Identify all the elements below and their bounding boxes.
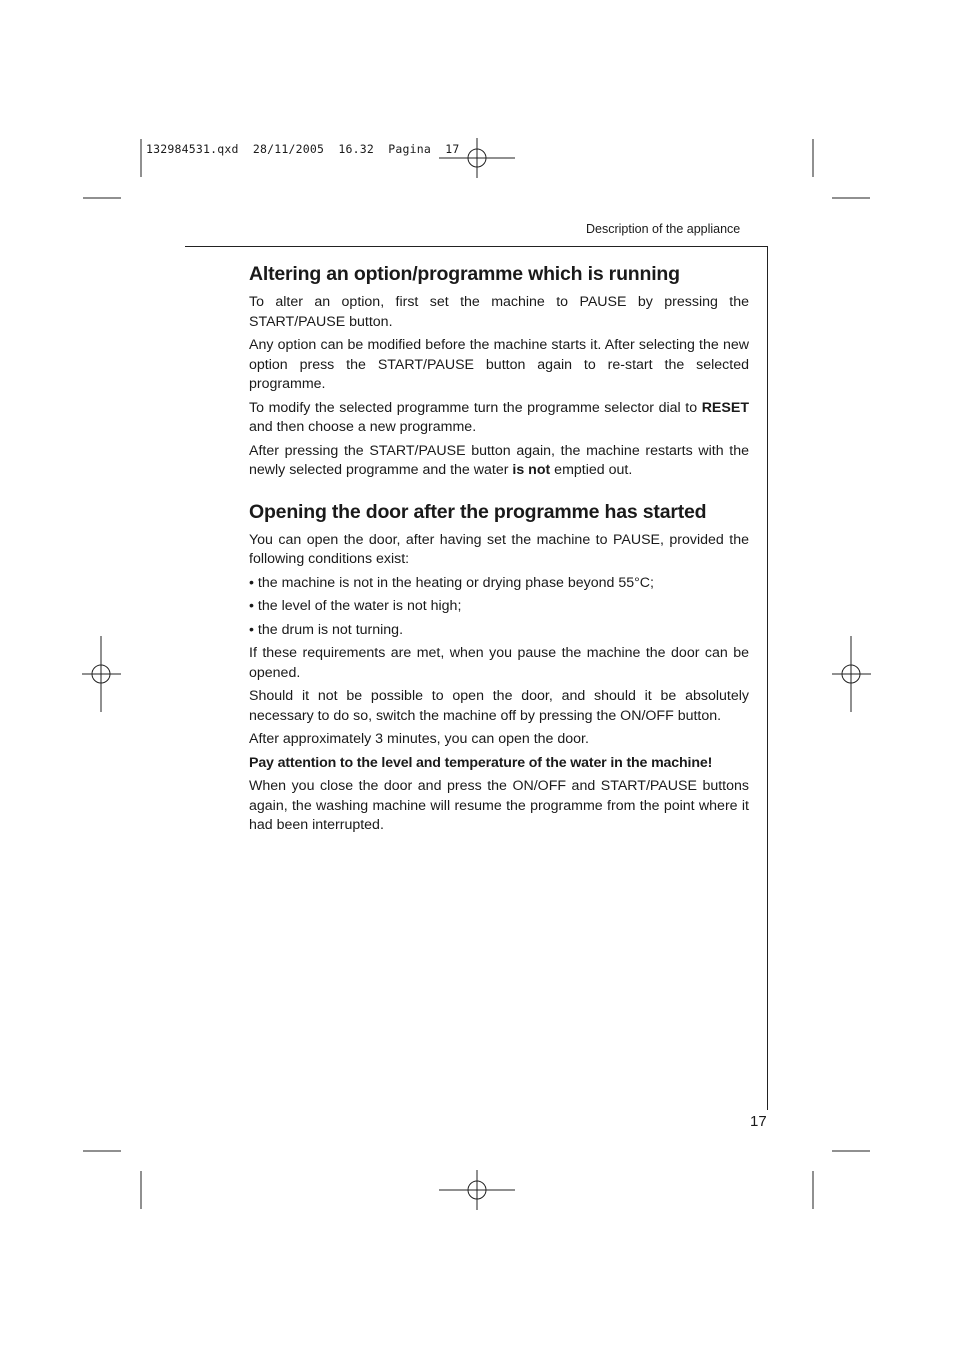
page-content bbox=[249, 261, 749, 840]
paragraph: To alter an option, first set the machine to PAUSE by pressing the START/PAUSE button. bbox=[249, 294, 749, 330]
paragraph bbox=[249, 442, 749, 481]
text-run: emptied out. bbox=[550, 462, 633, 478]
running-header: Description of the appliance bbox=[586, 222, 741, 236]
paragraph: If these requirements are met, when you pause the machine the door can be opened. bbox=[249, 645, 749, 681]
paragraph: After approximately 3 minutes, you can open the door. bbox=[249, 731, 589, 747]
page-number: 17 bbox=[750, 1113, 767, 1130]
registration-mark-top bbox=[439, 138, 515, 178]
paragraph: Should it not be possible to open the door, and should it be absolutely necessary to do so, switch the machine off by pressing the ON/OFF button. bbox=[249, 688, 749, 724]
list-item: • the drum is not turning. bbox=[249, 621, 404, 638]
registration-mark-left bbox=[82, 636, 121, 712]
section-heading: Opening the door after the programme has started bbox=[249, 500, 707, 523]
paragraph: When you close the door and press the ON/OFF and START/PAUSE buttons again, the washing machine will resume the programme from the point where it had been interrupted. bbox=[249, 778, 749, 833]
bold-text: RESET bbox=[701, 399, 749, 416]
print-slug: 132984531.qxd 28/11/2005 16.32 Pagina 17 bbox=[146, 142, 460, 156]
section-altering-option bbox=[249, 261, 749, 481]
section-opening-door bbox=[249, 499, 749, 836]
warning-text: Pay attention to the level and temperature of the water in the machine! bbox=[249, 754, 713, 771]
list-item: • the level of the water is not high; bbox=[249, 598, 462, 614]
registration-mark-right bbox=[832, 636, 871, 712]
text-run: To modify the selected programme turn the programme selector dial to bbox=[249, 399, 702, 416]
text-run: and then choose a new programme. bbox=[249, 419, 477, 435]
registration-mark-bottom bbox=[439, 1170, 515, 1210]
section-heading: Altering an option/programme which is running bbox=[249, 263, 680, 285]
bold-text: is not bbox=[512, 462, 551, 478]
list-item: • the machine is not in the heating or drying phase beyond 55°C; bbox=[249, 574, 654, 591]
paragraph: Any option can be modified before the machine starts it. After selecting the new option press the START/PAUSE button again to re-start the selected programme. bbox=[249, 337, 749, 392]
text-run: After pressing the START/PAUSE button again, the machine restarts with the newly selected programme and the water bbox=[249, 442, 749, 478]
header-rule bbox=[185, 246, 768, 247]
paragraph bbox=[249, 399, 749, 438]
paragraph: You can open the door, after having set the machine to PAUSE, provided the following conditions exist: bbox=[249, 531, 749, 567]
right-column-rule bbox=[767, 246, 768, 1110]
